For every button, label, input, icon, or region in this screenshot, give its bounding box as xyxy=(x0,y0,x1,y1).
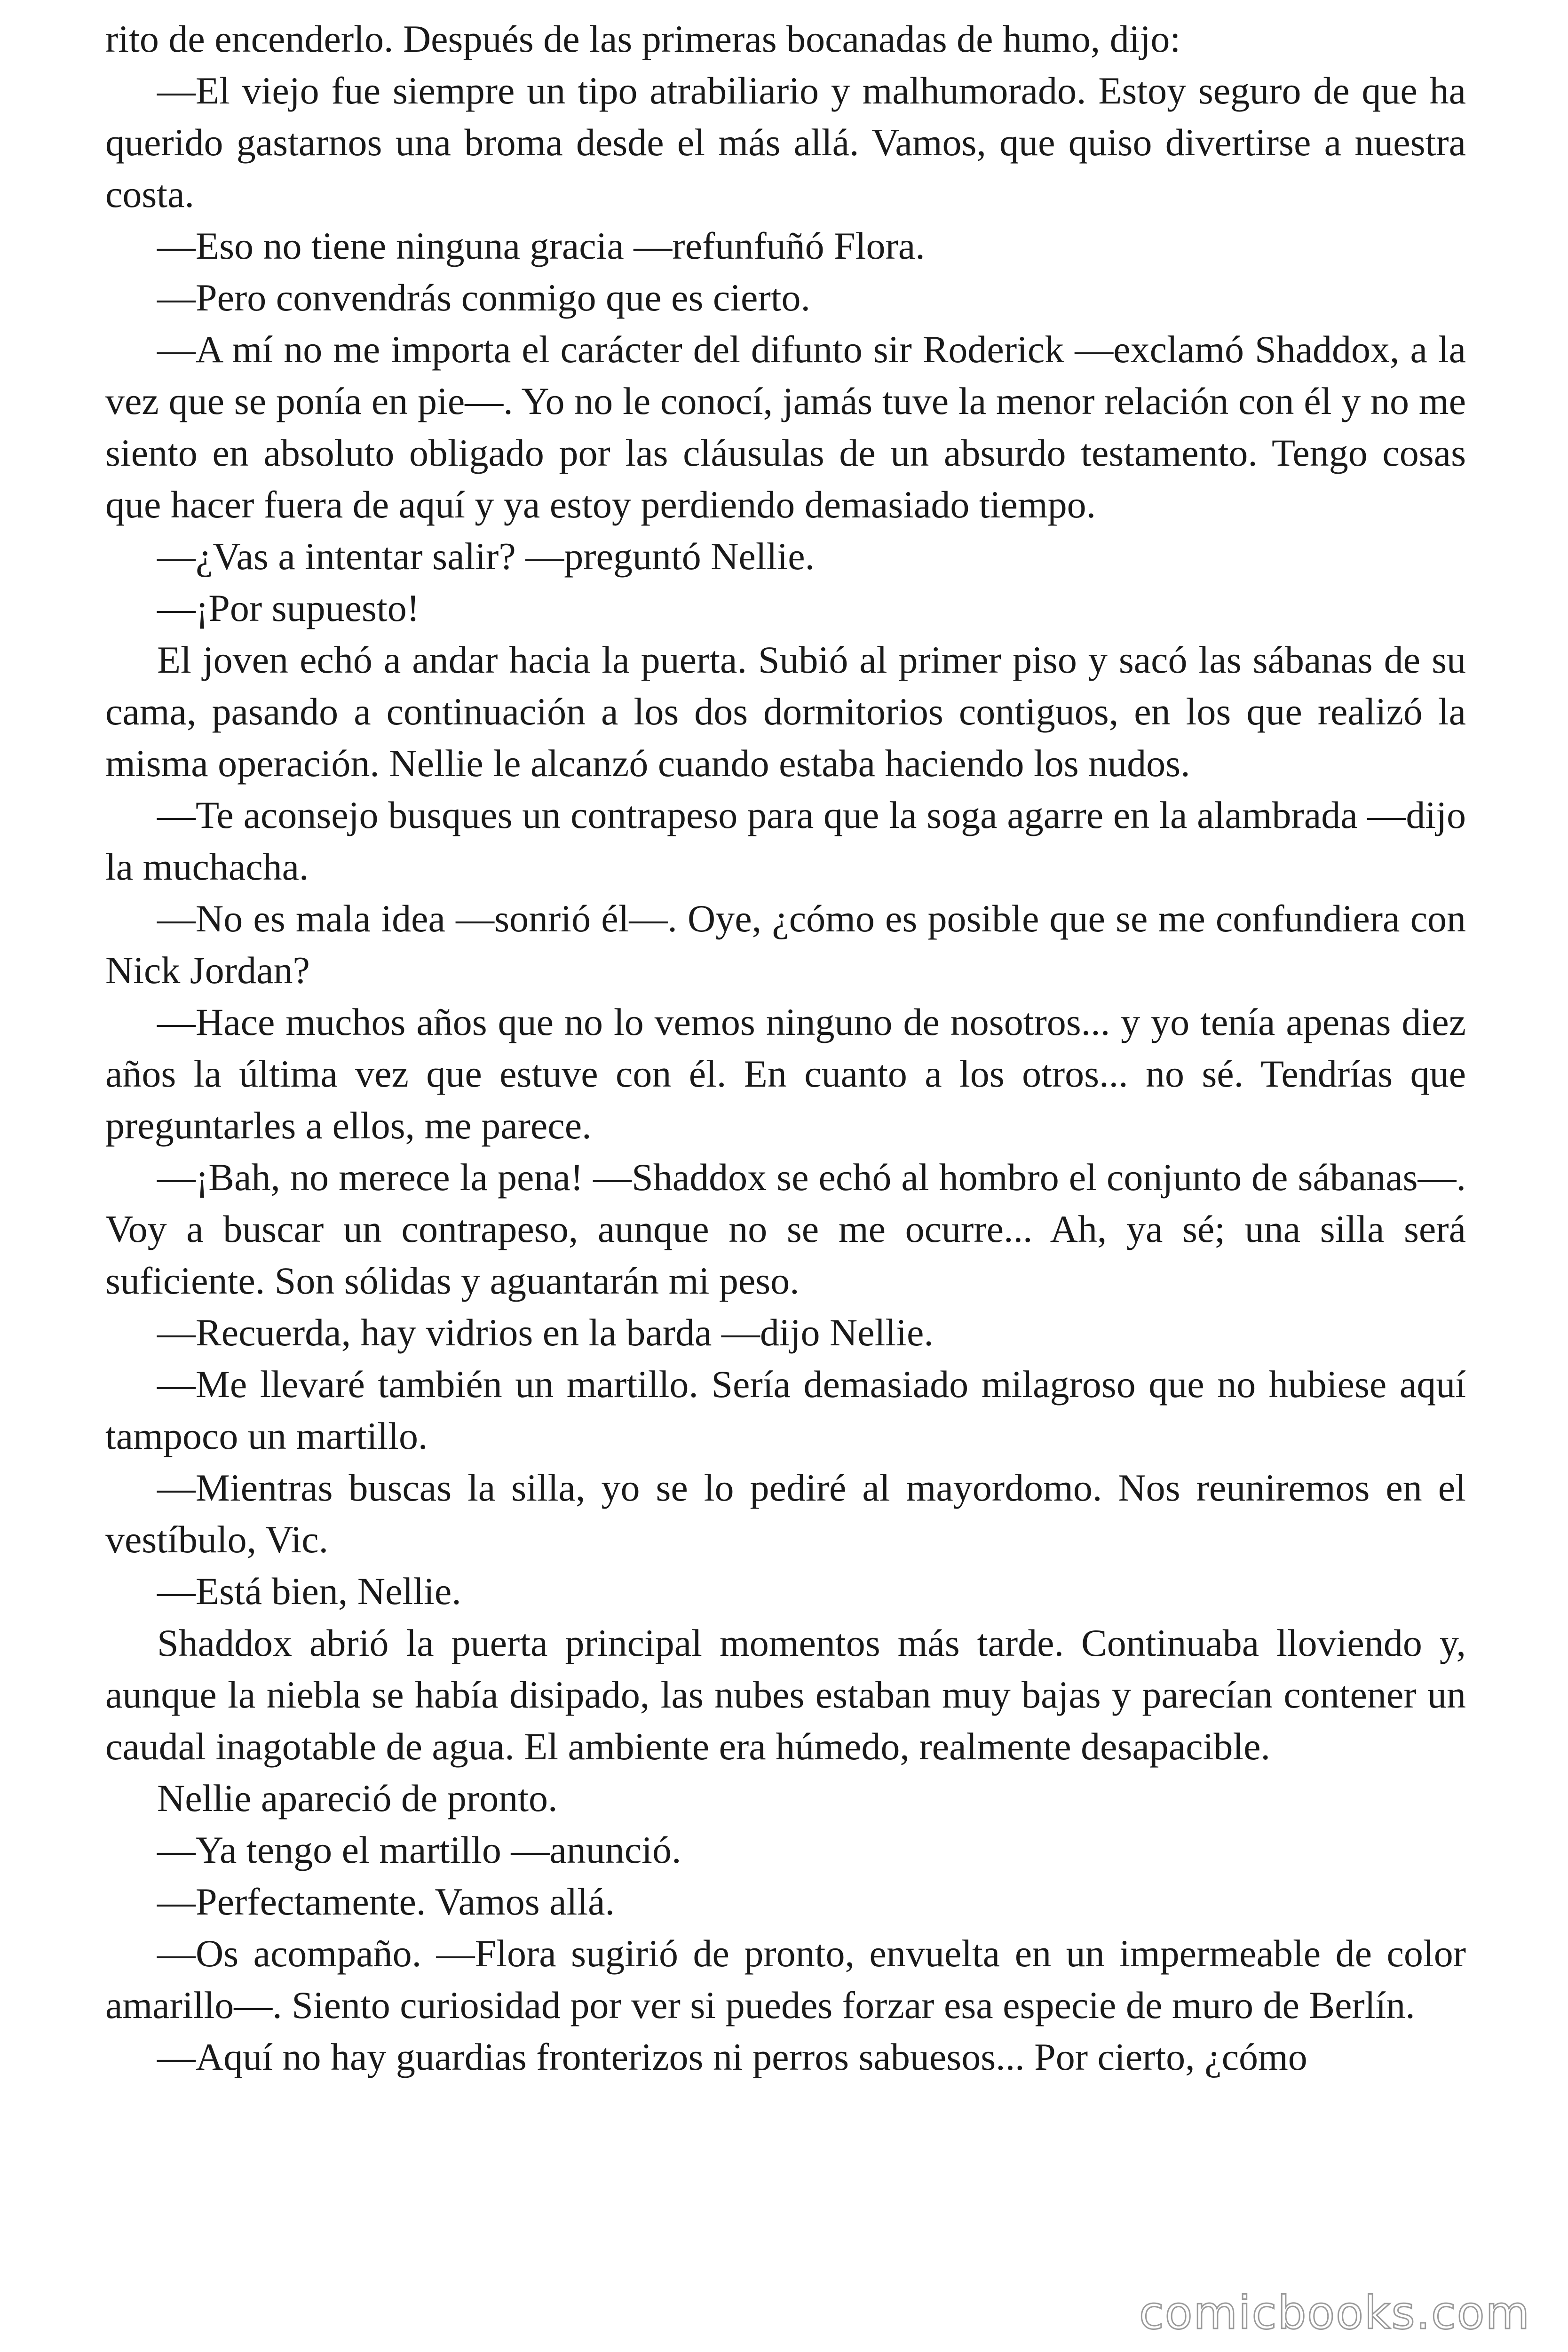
paragraph: rito de encenderlo. Después de las primeras bocanadas de humo, dijo: xyxy=(105,17,1181,60)
paragraph: —No es mala idea —sonrió él—. Oye, ¿cómo es posible que se me confundiera con Nick Jordan? xyxy=(105,897,1466,992)
paragraph: —Recuerda, hay vidrios en la barda —dijo Nellie. xyxy=(157,1311,934,1354)
paragraph: Nellie apareció de pronto. xyxy=(157,1777,558,1820)
paragraph: —¿Vas a intentar salir? —preguntó Nellie. xyxy=(157,535,815,578)
paragraph: —¡Por supuesto! xyxy=(157,587,420,629)
paragraph: —A mí no me importa el carácter del difunto sir Roderick —exclamó Shaddox, a la vez que se ponía en pie—. Yo no le conocí, jamás tuve la menor relación con él y no me siento en absoluto obligado por las cláusulas de un absurdo testamento. Tengo cosas que hacer fuera de aquí y ya estoy perdiendo demasiado tiempo. xyxy=(105,328,1466,526)
paragraph: —Eso no tiene ninguna gracia —refunfuñó Flora. xyxy=(157,224,925,267)
paragraph: —¡Bah, no merece la pena! —Shaddox se echó al hombro el conjunto de sábanas—. Voy a buscar un contrapeso, aunque no se me ocurre... Ah, ya sé; una silla será suficiente. Son sólidas y aguantarán mi peso. xyxy=(105,1156,1466,1302)
watermark: comicbooks.com xyxy=(1139,2287,1530,2339)
paragraph: —Os acompaño. —Flora sugirió de pronto, envuelta en un impermeable de color amarillo—. Siento curiosidad por ver si puedes forzar esa especie de muro de Berlín. xyxy=(105,1932,1466,2026)
paragraph: —Me llevaré también un martillo. Sería demasiado milagroso que no hubiese aquí tampoco un martillo. xyxy=(105,1363,1466,1457)
paragraph: —Te aconsejo busques un contrapeso para que la soga agarre en la alambrada —dijo la muchacha. xyxy=(105,794,1466,888)
page-text xyxy=(105,13,1466,2083)
paragraph: —El viejo fue siempre un tipo atrabiliario y malhumorado. Estoy seguro de que ha querido gastarnos una broma desde el más allá. Vamos, que quiso divertirse a nuestra costa. xyxy=(105,69,1466,215)
paragraph: —Mientras buscas la silla, yo se lo pediré al mayordomo. Nos reuniremos en el vestíbulo, Vic. xyxy=(105,1466,1466,1561)
paragraph: Shaddox abrió la puerta principal momentos más tarde. Continuaba lloviendo y, aunque la niebla se había disipado, las nubes estaban muy bajas y parecían contener un caudal inagotable de agua. El ambiente era húmedo, realmente desapacible. xyxy=(105,1621,1466,1768)
paragraph: —Hace muchos años que no lo vemos ninguno de nosotros... y yo tenía apenas diez años la última vez que estuve con él. En cuanto a los otros... no sé. Tendrías que preguntarles a ellos, me parece. xyxy=(105,1001,1466,1147)
paragraph: —Perfectamente. Vamos allá. xyxy=(157,1880,615,1923)
paragraph: —Está bien, Nellie. xyxy=(157,1570,461,1613)
paragraph: El joven echó a andar hacia la puerta. Subió al primer piso y sacó las sábanas de su cama, pasando a continuación a los dos dormitorios contiguos, en los que realizó la misma operación. Nellie le alcanzó cuando estaba haciendo los nudos. xyxy=(105,638,1466,785)
paragraph: —Pero convendrás conmigo que es cierto. xyxy=(157,276,811,319)
paragraph: —Aquí no hay guardias fronterizos ni perros sabuesos... Por cierto, ¿cómo xyxy=(157,2035,1307,2078)
paragraph: —Ya tengo el martillo —anunció. xyxy=(157,1828,681,1871)
